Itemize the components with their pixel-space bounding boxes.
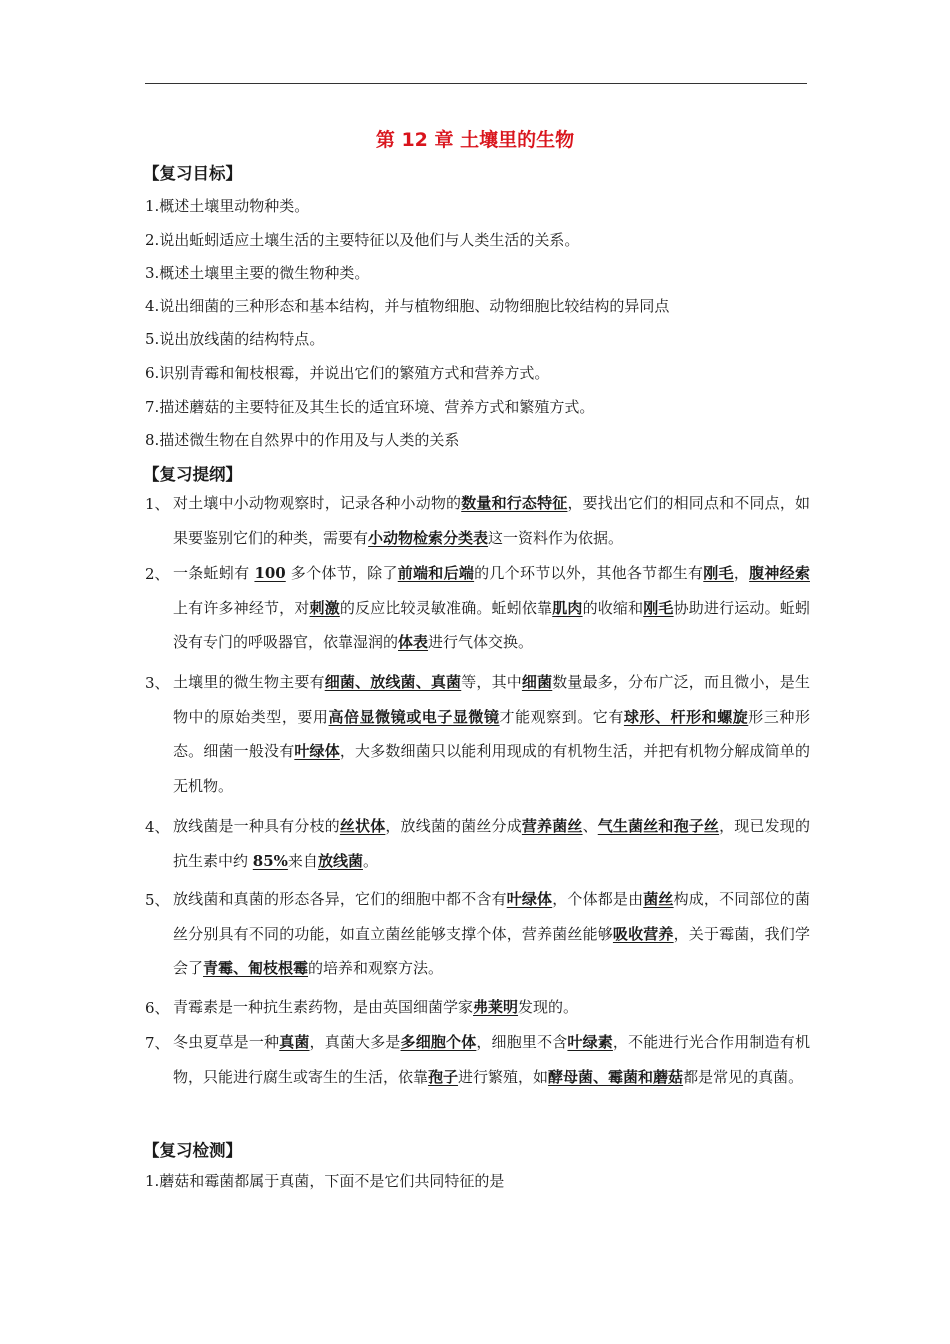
outline-heading: 【复习提纲】 xyxy=(143,465,242,484)
outline-text-segment: ， xyxy=(733,564,750,582)
keyword: 100 xyxy=(254,564,286,582)
outline-item-number: 1、 xyxy=(145,495,170,513)
outline-text-segment: 的培养和观察方法。 xyxy=(308,959,444,977)
outline-item-text xyxy=(173,665,810,803)
goals-heading: 【复习目标】 xyxy=(143,164,242,183)
keyword: 高倍显微镜或电子显微镜 xyxy=(328,707,500,726)
keyword: 丝状体 xyxy=(339,817,386,835)
goal-item: 2.说出蚯蚓适应土壤生活的主要特征以及他们与人类生活的关系。 xyxy=(145,231,580,249)
outline-text-segment: 青霉素是一种抗生素药物，是由英国细菌学家 xyxy=(173,998,474,1016)
outline-text-segment: ，细胞里不含 xyxy=(476,1033,568,1051)
outline-text-segment: ，不能进行光合作用制造有机物，只能进行腐生或寄生的生活，依靠 xyxy=(173,1033,810,1086)
outline-text-segment: 这一资料作为依据。 xyxy=(488,528,624,547)
outline-text-segment: 来自 xyxy=(287,851,318,870)
goal-item: 5.说出放线菌的结构特点。 xyxy=(145,330,325,348)
keyword: 营养菌丝 xyxy=(521,817,583,835)
keyword: 吸收营养 xyxy=(612,924,674,943)
question-1: 1.蘑菇和霉菌都属于真菌，下面不是它们共同特征的是 xyxy=(145,1172,505,1190)
outline-text-segment: 都是常见的真菌。 xyxy=(683,1067,804,1086)
keyword: 菌丝 xyxy=(643,890,674,908)
goal-item: 8.描述微生物在自然界中的作用及与人类的关系 xyxy=(145,431,460,449)
outline-text-segment: 土壤里的微生物主要有 xyxy=(173,673,325,691)
outline-text-segment: 、 xyxy=(582,817,598,835)
outline-item-number: 4、 xyxy=(145,818,170,836)
keyword: 细菌、放线菌、真菌 xyxy=(324,673,462,691)
outline-item-number: 7、 xyxy=(145,1034,170,1052)
outline-text-segment: 发现的。 xyxy=(518,998,579,1016)
keyword: 刺激 xyxy=(309,598,340,617)
outline-text-segment: 进行繁殖，如 xyxy=(458,1067,549,1086)
keyword: 放线菌 xyxy=(317,851,363,870)
chapter-title: 第 12 章 土壤里的生物 xyxy=(375,129,575,151)
keyword: 肌肉 xyxy=(552,598,583,617)
keyword: 前端和后端 xyxy=(397,564,475,582)
keyword: 数量和行态特征 xyxy=(461,494,568,512)
outline-item-text xyxy=(173,990,810,1025)
goal-item: 3.概述土壤里主要的微生物种类。 xyxy=(145,264,370,282)
outline-item-number: 3、 xyxy=(145,674,170,692)
outline-text-segment: 形三种形态。细菌一般没有 xyxy=(173,707,810,760)
header-rule xyxy=(145,83,807,84)
keyword: 叶绿体 xyxy=(506,890,553,908)
outline-text-segment: ，个体都是由 xyxy=(552,890,644,908)
keyword: 球形、杆形和螺旋 xyxy=(623,707,749,726)
outline-item-text xyxy=(173,809,810,878)
goal-item: 1.概述土壤里动物种类。 xyxy=(145,197,310,215)
outline-item-text xyxy=(173,486,810,555)
keyword: 叶绿体 xyxy=(294,742,340,760)
outline-text-segment: ，大多数细菌只以能利用现成的有机物生活，并把有机物分解成简单的无机物。 xyxy=(173,742,810,795)
goal-item: 7.描述蘑菇的主要特征及其生长的适宜环境、营养方式和繁殖方式。 xyxy=(145,398,595,416)
outline-item-text xyxy=(173,556,810,660)
outline-text-segment: ，放线菌的菌丝分成 xyxy=(385,817,522,835)
outline-text-segment: 冬虫夏草是一种 xyxy=(173,1033,280,1051)
goal-item: 6.识别青霉和匍枝根霉，并说出它们的繁殖方式和营养方式。 xyxy=(145,364,550,382)
keyword: 腹神经索 xyxy=(749,564,810,582)
keyword: 多细胞个体 xyxy=(400,1033,477,1051)
keyword: 叶绿素 xyxy=(567,1033,613,1051)
outline-text-segment: ，现已发现的抗生素中约 xyxy=(173,817,810,870)
outline-text-segment: 对土壤中小动物观察时，记录各种小动物的 xyxy=(173,494,462,512)
outline-text-segment: ，真菌大多是 xyxy=(309,1033,401,1051)
keyword: 气生菌丝和孢子丝 xyxy=(597,817,720,835)
outline-text-segment: 的反应比较灵敏准确。蚯蚓依靠 xyxy=(339,598,553,617)
outline-text-segment: 的几个环节以外，其他各节都生有 xyxy=(474,564,704,582)
outline-text-segment: 数量最多，分布广泛，而且微小，是生物中的原始类型，要用 xyxy=(173,673,810,726)
outline-text-segment: 上有许多神经节，对 xyxy=(173,598,310,617)
keyword: 孢子 xyxy=(428,1067,459,1086)
keyword: 小动物检索分类表 xyxy=(368,528,489,547)
outline-text-segment: 多个体节，除了 xyxy=(285,564,398,582)
outline-text-segment: 协助进行运动。蚯蚓没有专门的呼吸器官，依靠湿润的 xyxy=(173,598,810,651)
outline-text-segment: 放线菌和真菌的形态各异，它们的细胞中都不含有 xyxy=(173,890,507,908)
keyword: 刚毛 xyxy=(703,564,734,582)
keyword: 弗莱明 xyxy=(473,998,519,1016)
outline-item-number: 6、 xyxy=(145,999,170,1017)
outline-text-segment: 的收缩和 xyxy=(582,598,644,617)
outline-text-segment: 进行气体交换。 xyxy=(428,633,534,651)
keyword: 85% xyxy=(252,851,288,870)
check-heading: 【复习检测】 xyxy=(143,1141,242,1160)
keyword: 刚毛 xyxy=(643,598,674,617)
outline-text-segment: 才能观察到。它有 xyxy=(499,707,624,726)
goal-item: 4.说出细菌的三种形态和基本结构，并与植物细胞、动物细胞比较结构的异同点 xyxy=(145,297,670,315)
keyword: 酵母菌、霉菌和蘑菇 xyxy=(548,1067,684,1086)
outline-item-text xyxy=(173,882,810,986)
outline-text-segment: ，关于霉菌，我们学会了 xyxy=(173,924,810,977)
outline-text-segment: 放线菌是一种具有分枝的 xyxy=(173,817,340,835)
keyword: 青霉、匍枝根霉 xyxy=(203,959,309,977)
keyword: 真菌 xyxy=(279,1033,310,1051)
outline-item-text xyxy=(173,1025,810,1094)
keyword: 体表 xyxy=(398,633,429,651)
outline-text-segment: 等，其中 xyxy=(461,673,522,691)
outline-text-segment: ，要找出它们的相同点和不同点，如果要鉴别它们的种类，需要有 xyxy=(173,494,810,547)
outline-text-segment: 一条蚯蚓有 xyxy=(173,564,255,582)
outline-item-number: 2、 xyxy=(145,565,170,583)
outline-text-segment: 。 xyxy=(362,851,378,870)
keyword: 细菌 xyxy=(521,673,553,691)
outline-text-segment: 构成，不同部位的菌丝分别具有不同的功能，如直立菌丝能够支撑个体，营养菌丝能够 xyxy=(173,890,810,943)
outline-item-number: 5、 xyxy=(145,891,170,909)
